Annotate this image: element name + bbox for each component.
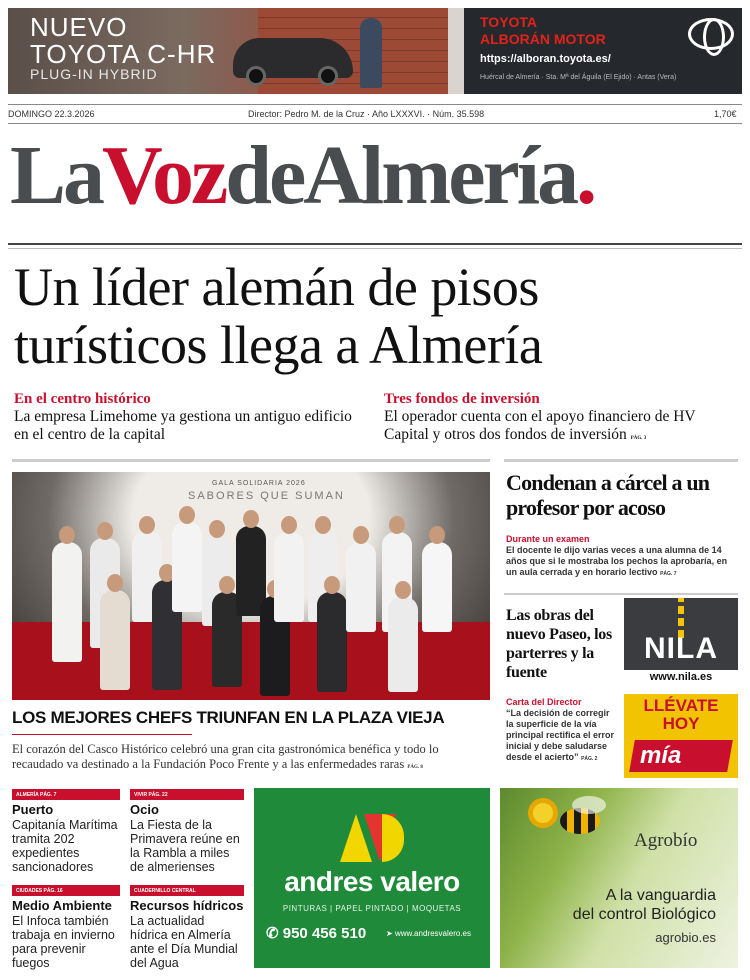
- ad-dealer-url[interactable]: https://alboran.toyota.es/: [480, 53, 611, 65]
- right-story-kicker: Durante un examen: [506, 534, 590, 544]
- ad-car-wheel: [318, 66, 338, 86]
- agrobio-slogan: [500, 886, 738, 924]
- section-tag: CUADERNILLO CENTRAL: [130, 885, 244, 896]
- masthead-de-almeria: deAlmería: [225, 129, 577, 222]
- photo-story-title[interactable]: LOS MEJORES CHEFS TRIUNFAN EN LA PLAZA VIEJA: [12, 708, 445, 727]
- ad-dealer-line2: ALBORÁN MOTOR: [480, 31, 606, 47]
- andres-services: PINTURAS | PAPEL PINTADO | MOQUETAS: [282, 904, 462, 913]
- ad-person-image: [360, 18, 382, 88]
- agrobio-advertisement[interactable]: [500, 788, 738, 968]
- obras-story-body: [506, 697, 618, 765]
- brief-title[interactable]: Puerto: [12, 802, 54, 817]
- headline-line: Un líder alemán de pisos: [14, 257, 539, 317]
- masthead-la: La: [10, 129, 103, 222]
- divider: [8, 123, 742, 124]
- divider: [504, 459, 738, 462]
- andres-phone[interactable]: 950 456 510: [282, 925, 367, 942]
- ad-dealer-panel: [464, 8, 742, 94]
- masthead-logo[interactable]: [10, 128, 740, 224]
- mia-brand: mía: [640, 742, 682, 769]
- agrobio-url[interactable]: agrobio.es: [655, 930, 716, 945]
- ad-line-model: TOYOTA C-HR: [30, 39, 217, 69]
- agrobio-brand: Agrobío: [634, 830, 698, 851]
- photo-story-text-block: [12, 742, 490, 775]
- bee-wing: [572, 796, 606, 814]
- divider: [8, 104, 742, 105]
- pointer-icon: ➤: [386, 929, 393, 938]
- andres-brand: andres valero: [284, 866, 460, 897]
- ad-dealer-name: [480, 14, 606, 48]
- page-ref: PÁG. 7: [660, 571, 677, 577]
- right-story-body: [506, 534, 738, 580]
- ad-car-wheel: [246, 66, 266, 86]
- paint-logo-icon: [340, 814, 404, 862]
- agrobio-slogan-line: A la vanguardia: [605, 887, 716, 904]
- sub-story-fondos[interactable]: [384, 391, 740, 448]
- person-figure: [388, 597, 418, 692]
- andres-url-block: [386, 929, 471, 938]
- brief-text: La actualidad hídrica en Almería ante el Día Mundial del Agua: [130, 914, 238, 970]
- red-carpet: [12, 622, 490, 700]
- photo-story-text: El corazón del Casco Histórico celebró una gran cita gastronómica benéfica y todo lo recaudado va destinado a la Fundación Poco Frente y a las enfermedades raras: [12, 742, 439, 771]
- nila-brand: NILA: [644, 632, 718, 665]
- brief-text: La Fiesta de la Primavera reúne en la Rambla a miles de almerienses: [130, 818, 240, 874]
- ad-dealer-locations: Huércal de Almería · Sta. Mª del Águila (El Ejido) · Antas (Vera): [480, 74, 677, 81]
- toyota-logo-icon: [688, 18, 734, 50]
- masthead-dot: .: [576, 129, 595, 222]
- obras-kicker: Carta del Director: [506, 697, 582, 707]
- mia-brand-box: [629, 740, 733, 772]
- issue-price: 1,70€: [714, 109, 737, 119]
- mia-line1: LLÉVATE: [643, 696, 719, 715]
- ad-headline: [30, 14, 216, 68]
- right-story-title[interactable]: Condenan a cárcel a un profesor por acoso: [506, 470, 710, 520]
- andres-url[interactable]: www.andresvalero.es: [394, 929, 471, 938]
- sub-story-text: El operador cuenta con el apoyo financiero de HV Capital y otros dos fondos de inversión: [384, 408, 696, 443]
- page-ref: PÁG. 2: [581, 756, 598, 762]
- headline-line: turísticos llega a Almería: [14, 315, 543, 375]
- sub-story-centro[interactable]: [14, 391, 364, 444]
- brief-title[interactable]: Ocio: [130, 802, 159, 817]
- section-tag: ALMERÍA PÁG. 7: [12, 789, 120, 800]
- photo-banner-big: SABORES QUE SUMAN: [188, 490, 345, 502]
- mia-advertisement[interactable]: [624, 694, 738, 778]
- masthead-voz: Voz: [102, 129, 226, 222]
- divider: [504, 593, 738, 595]
- brief-title[interactable]: Medio Ambiente: [12, 898, 112, 913]
- page-ref: PÁG. 3: [630, 436, 647, 441]
- section-tag: CIUDADES PÁG. 16: [12, 885, 120, 896]
- agrobio-slogan-line: del control Biológico: [572, 906, 716, 923]
- section-tag: VIVIR PÁG. 22: [130, 789, 244, 800]
- chefs-group-photo[interactable]: [12, 472, 490, 700]
- issue-date: DOMINGO 22.3.2026: [8, 109, 95, 119]
- phone-icon: ✆: [266, 925, 279, 942]
- divider: [8, 243, 742, 245]
- page-ref: PÁG. 8: [407, 765, 423, 770]
- person-figure: [346, 542, 376, 632]
- person-figure: [100, 590, 130, 690]
- person-figure: [172, 522, 202, 612]
- obras-story-title[interactable]: Las obras del nuevo Paseo, los parterres y la fuente: [506, 607, 612, 681]
- brief-text: Capitanía Marítima tramita 202 expedientes sancionadores: [12, 818, 118, 874]
- brief-text: El Infoca también trabaja en invierno para prevenir fuegos: [12, 914, 115, 970]
- sub-story-kicker: En el centro histórico: [14, 391, 151, 407]
- ad-line-nuevo: NUEVO: [30, 12, 128, 42]
- andres-phone-block: [266, 924, 366, 942]
- person-figure: [52, 542, 82, 662]
- andres-valero-advertisement[interactable]: [254, 788, 490, 968]
- right-story-text: El docente le dijo varias veces a una alumna de 14 años que si le mostraba los pechos la aprobaría, en un aula cerrada y en horario lectivo: [506, 545, 728, 577]
- ad-line-hybrid: PLUG-IN HYBRID: [30, 66, 158, 82]
- person-figure: [274, 532, 304, 622]
- ad-dealer-line1: TOYOTA: [480, 14, 538, 30]
- nila-url: www.nila.es: [624, 670, 738, 686]
- obras-text: “La decisión de corregir la superficie de la vía principal rectifica el error inicial y debe saludarse desde el acierto”: [506, 708, 615, 762]
- divider: [8, 248, 742, 249]
- main-headline[interactable]: [14, 258, 734, 374]
- mia-line2: HOY: [662, 714, 700, 733]
- person-figure: [422, 542, 452, 632]
- sub-story-text: La empresa Limehome ya gestiona un antiguo edificio en el centro de la capital: [14, 408, 352, 443]
- sub-story-kicker: Tres fondos de inversión: [384, 391, 540, 407]
- photo-banner-small: GALA SOLIDARIA 2026: [212, 480, 306, 487]
- issue-director: Director: Pedro M. de la Cruz · Año LXXXVI. · Núm. 35.598: [248, 109, 485, 119]
- nila-advertisement[interactable]: [624, 598, 738, 686]
- flower-image: [528, 798, 558, 828]
- divider: [12, 734, 192, 735]
- brief-title[interactable]: Recursos hídricos: [130, 898, 244, 913]
- top-advertisement[interactable]: [8, 8, 742, 94]
- divider: [12, 459, 490, 462]
- person-figure: [317, 592, 347, 692]
